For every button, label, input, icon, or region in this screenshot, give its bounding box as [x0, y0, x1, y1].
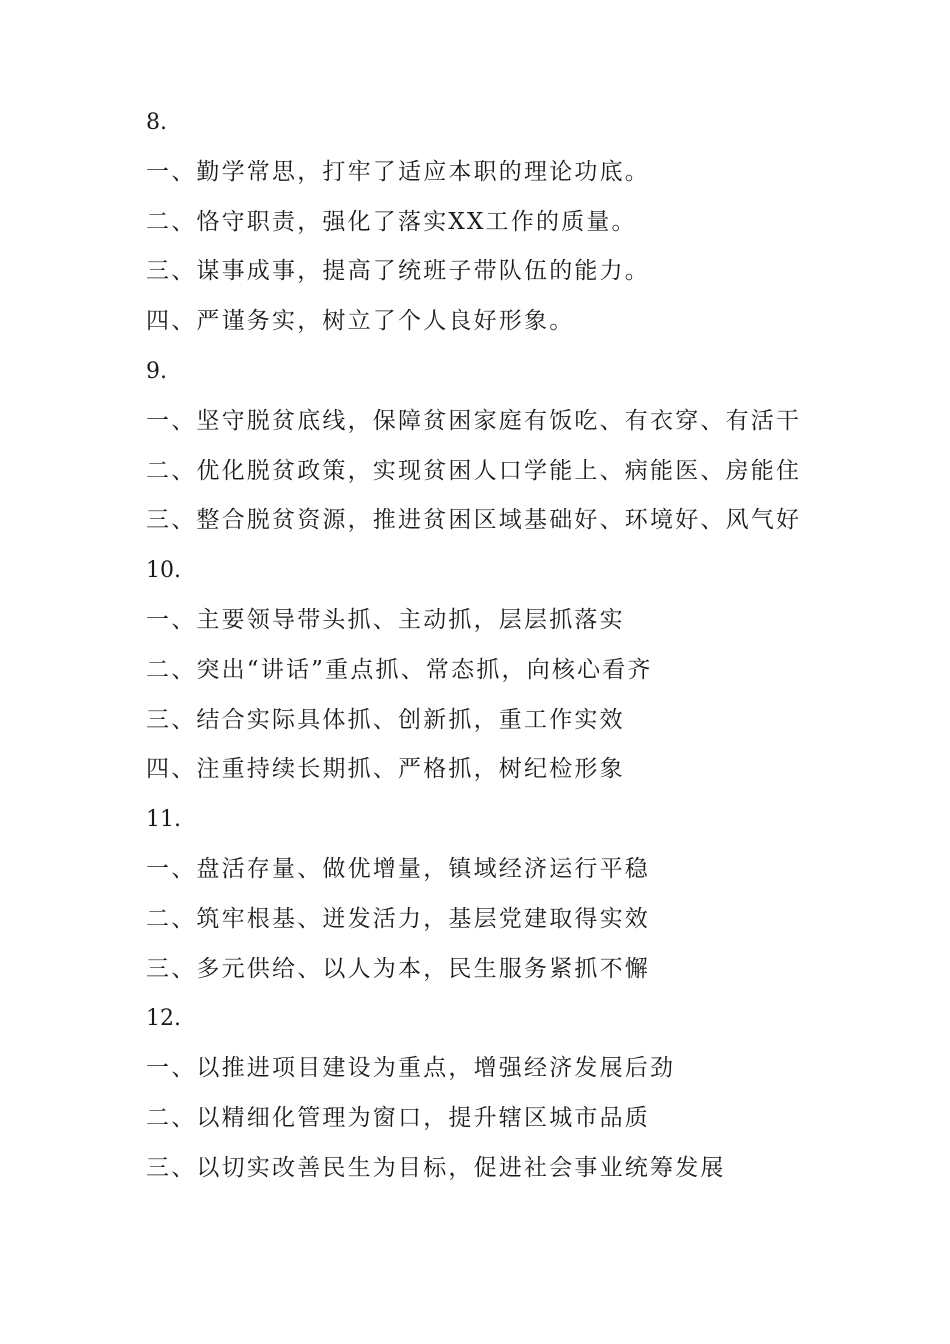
document-body [146, 98, 826, 1194]
section-item: 二、优化脱贫政策，实现贫困人口学能上、病能医、房能住 [146, 457, 802, 484]
section-number: 11. [146, 807, 181, 833]
section-item: 一、坚守脱贫底线，保障贫困家庭有饭吃、有衣穿、有活干 [146, 407, 802, 434]
section-item: 二、筑牢根基、迸发活力，基层党建取得实效 [146, 905, 650, 932]
section-item: 四、注重持续长期抓、严格抓，树纪检形象 [146, 756, 625, 783]
section-item: 二、突出“讲话”重点抓、常态抓，向核心看齐 [146, 656, 653, 683]
section-number: 12. [146, 1006, 181, 1032]
section-number: 8. [146, 110, 167, 135]
section-item: 二、恪守职责，强化了落实XX工作的质量。 [146, 208, 637, 235]
section-item: 一、以推进项目建设为重点，增强经济发展后劲 [146, 1055, 676, 1082]
section-item: 一、盘活存量、做优增量，镇域经济运行平稳 [146, 855, 650, 882]
section-item: 三、谋事成事，提高了统班子带队伍的能力。 [146, 258, 650, 285]
section-item: 四、严谨务实，树立了个人良好形象。 [146, 308, 575, 335]
section-item: 一、主要领导带头抓、主动抓，层层抓落实 [146, 606, 625, 633]
section-item: 三、以切实改善民生为目标，促进社会事业统筹发展 [146, 1154, 726, 1181]
section-item: 三、结合实际具体抓、创新抓，重工作实效 [146, 706, 625, 733]
section-item: 三、整合脱贫资源，推进贫困区域基础好、环境好、风气好 [146, 507, 802, 534]
section-item: 一、勤学常思，打牢了适应本职的理论功底。 [146, 158, 650, 185]
section-item: 二、以精细化管理为窗口，提升辖区城市品质 [146, 1104, 650, 1131]
section-item: 三、多元供给、以人为本，民生服务紧抓不懈 [146, 955, 650, 982]
section-number: 9. [146, 358, 167, 384]
section-number: 10. [146, 558, 181, 584]
